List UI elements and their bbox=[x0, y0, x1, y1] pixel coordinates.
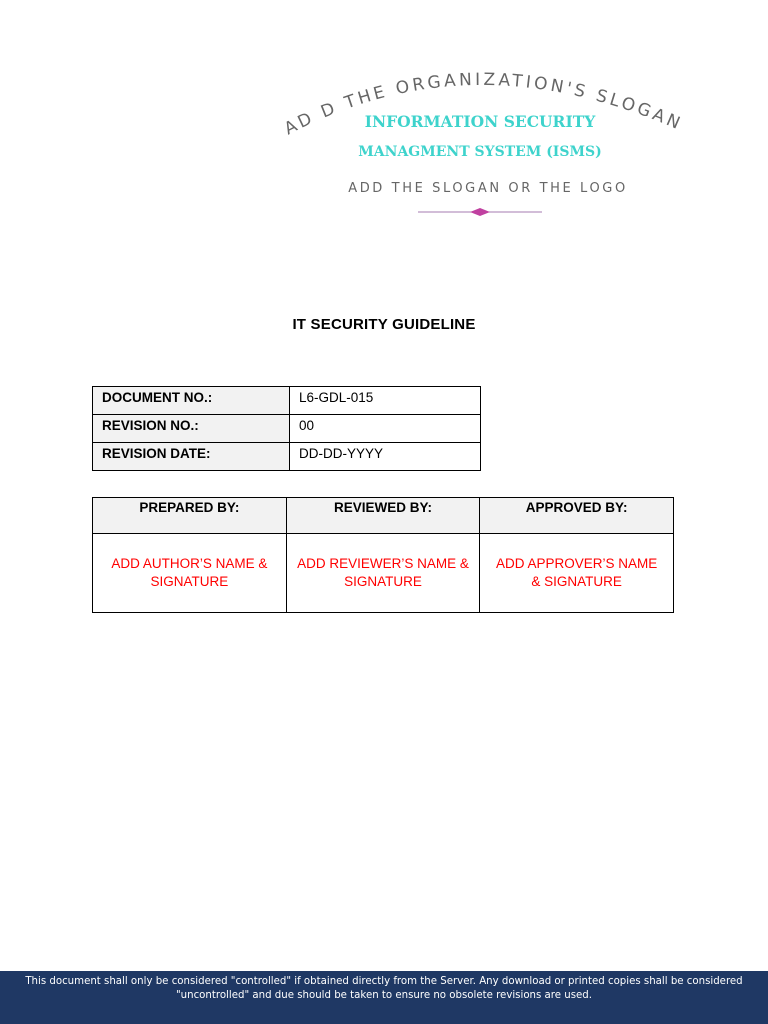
revision-date-value: DD-DD-YYYY bbox=[290, 443, 481, 471]
logo-diamond-ornament bbox=[470, 208, 490, 216]
logo-line-slogan-or-logo: ADD THE SLOGAN OR THE LOGO bbox=[348, 181, 628, 196]
document-info-table bbox=[92, 386, 481, 471]
author-signature-cell: ADD AUTHOR’S NAME & SIGNATURE bbox=[93, 534, 287, 613]
organization-logo bbox=[270, 60, 710, 230]
logo-graphic bbox=[270, 60, 710, 230]
table-header-row bbox=[93, 498, 674, 534]
signature-table bbox=[92, 497, 674, 613]
logo-line-isms: MANAGMENT SYSTEM (ISMS) bbox=[358, 144, 602, 160]
table-row bbox=[93, 534, 674, 613]
controlled-document-footer bbox=[0, 971, 768, 1024]
approved-by-header: APPROVED BY: bbox=[480, 498, 674, 534]
reviewed-by-header: REVIEWED BY: bbox=[286, 498, 480, 534]
revision-number-label: REVISION NO.: bbox=[93, 415, 290, 443]
document-number-label: DOCUMENT NO.: bbox=[93, 387, 290, 415]
approver-signature-cell: ADD APPROVER’S NAME & SIGNATURE bbox=[480, 534, 674, 613]
logo-arc-slogan: AD D THE ORGANIZATION'S SLOGAN bbox=[281, 69, 686, 140]
revision-date-label: REVISION DATE: bbox=[93, 443, 290, 471]
table-row bbox=[93, 387, 481, 415]
table-row bbox=[93, 443, 481, 471]
prepared-by-header: PREPARED BY: bbox=[93, 498, 287, 534]
document-number-value: L6-GDL-015 bbox=[290, 387, 481, 415]
revision-number-value: 00 bbox=[290, 415, 481, 443]
footer-notice-text: This document shall only be considered "controlled" if obtained directly from the Server. Any download or printed copies shall be considered "uncontrolled" and due should be taken to ensure no obsolete revisions are used. bbox=[25, 976, 743, 1001]
document-title: IT SECURITY GUIDELINE bbox=[292, 316, 476, 333]
logo-line-information-security: INFORMATION SECURITY bbox=[364, 112, 596, 131]
table-row bbox=[93, 415, 481, 443]
reviewer-signature-cell: ADD REVIEWER’S NAME & SIGNATURE bbox=[286, 534, 480, 613]
